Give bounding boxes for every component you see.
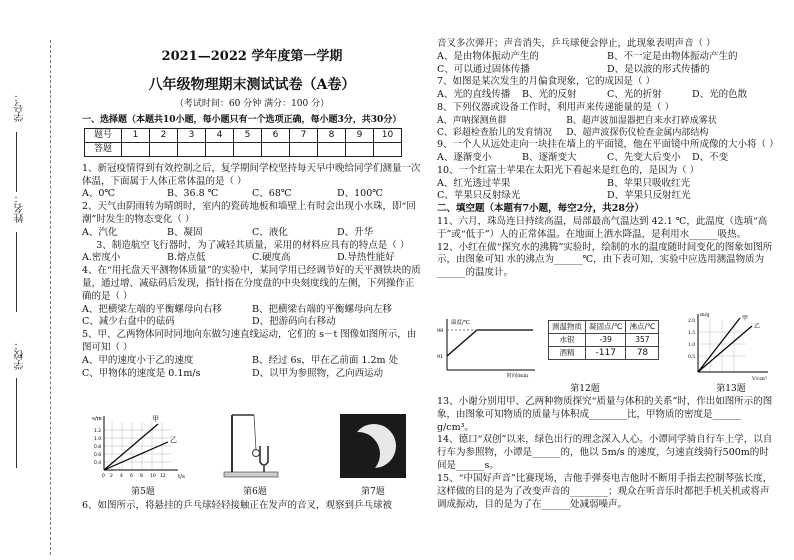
question-6: 6、如图所示，将悬挂的乒乓球轻轻接触正在发声的音叉，观察到乒乓球被 <box>82 500 393 511</box>
y-tick: 0.5 <box>688 355 696 360</box>
figure-6-tuning-fork <box>222 410 282 482</box>
series-line-yi <box>698 326 752 372</box>
label-jia: 甲 <box>742 315 749 322</box>
option: D、升华 <box>337 226 374 238</box>
option: C、苹果只反射绿光 <box>437 190 521 202</box>
option: C、68℃ <box>252 188 292 200</box>
question-6-continued: 音叉多次弹开；声音消失，乒乓球便会停止，此现象表明声音（ ） <box>437 38 716 49</box>
y-tick: 2.0 <box>688 319 696 324</box>
table-cell: 78 <box>626 347 659 360</box>
option: C、液化 <box>252 226 288 238</box>
answer-cell[interactable] <box>290 142 318 156</box>
table-row <box>549 334 659 347</box>
y-tick-91: 91 <box>437 354 444 360</box>
x-tick: 12 <box>160 474 166 479</box>
option: B、苹果只吸收红光 <box>607 177 690 189</box>
option: C、先变大后变小 <box>607 151 681 163</box>
answer-cell[interactable] <box>234 142 262 156</box>
x-axis-label: V/cm³ <box>752 376 767 382</box>
option: A、逐渐变小 <box>437 151 492 163</box>
score-table <box>84 128 402 157</box>
table-cell: -117 <box>586 347 626 360</box>
y-tick: 0.6 <box>94 453 102 458</box>
table-header-cell: 凝固点/℃ <box>586 321 626 334</box>
exam-meta: （考试时间：60 分钟 满分：100 分） <box>174 99 330 110</box>
option: B、超声波加湿器把自来水打碎成雾状 <box>566 115 717 126</box>
question-10-options <box>437 178 777 204</box>
option: D、把游码向右移动 <box>252 316 336 328</box>
binding-strip <box>0 0 46 560</box>
option: C、光的折射 <box>607 89 662 101</box>
y-tick: 1.5 <box>688 331 696 336</box>
option: D、100℃ <box>337 188 383 200</box>
table-cell: 酒精 <box>549 347 586 360</box>
score-table-label: 题号 <box>85 128 122 142</box>
answer-cell[interactable] <box>346 142 374 156</box>
right-column <box>437 38 777 280</box>
question-7: 7、如图是某次发生的月偏食现象，它的成因是（ ） <box>437 76 656 88</box>
y-axis-label: s/m <box>92 416 102 422</box>
option: A、0℃ <box>82 188 116 200</box>
answer-cell[interactable] <box>374 142 402 156</box>
base <box>224 472 278 477</box>
string <box>254 415 256 450</box>
question-12: 12、小红在做“探究水的沸腾”实验时，绘制的水的温度随时间变化的图象如图所示，由图象可知 水的沸点为______℃，由下表可知，实验中应选用测温物质为______的温度计。 <box>437 241 773 279</box>
school-line <box>16 378 17 468</box>
question-number-cell: 3 <box>178 128 206 142</box>
question-number-cell: 5 <box>234 128 262 142</box>
y-tick: 1.0 <box>688 343 696 348</box>
figure-5-st-graph <box>92 412 192 480</box>
x-tick: 2 <box>110 474 113 479</box>
y-tick: 0.8 <box>94 445 102 450</box>
figure-12-temperature-graph <box>437 316 539 378</box>
x-tick: 8 <box>140 474 143 479</box>
table-header-cell: 沸点/℃ <box>626 321 659 334</box>
y-axis-label: m/g <box>700 312 710 318</box>
figure-5-caption: 第5题 <box>131 487 155 497</box>
figure-13-caption: 第13题 <box>716 384 746 394</box>
question-7-options <box>437 89 777 102</box>
right-column-lower <box>437 396 777 511</box>
option: A、汽化 <box>82 226 118 238</box>
question-4: 4、在“用托盘天平测物体质量”的实验中，某同学用已经调节好的天平测铁块的质量，通过增、减砝码后发现，指针指在分度盘的中央刻度线的左侧，下列操作正确的是（ ） <box>82 265 421 302</box>
question-number-cell: 8 <box>318 128 346 142</box>
tuning-fork <box>260 446 268 465</box>
label-yi: 乙 <box>170 436 177 444</box>
ping-pong-ball <box>253 450 260 457</box>
question-3: 3、制造航空飞行器时，为了减轻其质量，采用的材料应具有的特点是（ ） <box>96 239 410 251</box>
question-1: 1、新冠疫情得到有效控制之后，复学期间学校坚持每天早中晚给同学们测量一次体温，下面属于人体正常体温的是（ ） <box>82 162 421 187</box>
question-11: 11、六月，珠岛连日持续高温，局部最高气温达到 42.1 ℃，此温度（选填“高于”或“低于”）人的正常体温。在地面上洒水降温，是利用水______吸热。 <box>437 216 768 240</box>
table-row <box>549 347 659 360</box>
option: D、是以波的形式传播的 <box>607 63 710 75</box>
x-axis-label: 时间/min <box>507 373 529 378</box>
label-jia: 甲 <box>152 415 159 423</box>
question-1-options <box>82 188 422 201</box>
option: C、减少右盘中的砝码 <box>82 316 175 328</box>
question-4-options <box>82 304 422 330</box>
table-header-row <box>549 321 659 334</box>
student-number-line <box>16 132 17 192</box>
answer-cell[interactable] <box>206 142 234 156</box>
question-number-cell: 1 <box>122 128 150 142</box>
y-tick: 1.0 <box>94 437 102 442</box>
x-tick: 10 <box>150 474 156 479</box>
option: C、甲物体的速度是 0.1m/s <box>82 367 201 379</box>
option: A、把横梁左端的平衡螺母向右移 <box>82 303 222 315</box>
label-yi: 乙 <box>754 323 761 330</box>
x-tick: 4 <box>120 474 123 479</box>
table-cell: 357 <box>626 334 659 347</box>
x-tick: 0 <box>102 474 105 479</box>
question-2: 2、天气由阴雨转为晴朗时，室内的瓷砖地板和墙壁上有时会出现小水珠，即“回潮”时发生的物态变化（ ） <box>82 201 416 225</box>
option: D、不变 <box>692 151 729 163</box>
question-5: 5、甲、乙两物体同时同地向东做匀速直线运动，它们的 s－t 图像如图所示，由图可知（ ） <box>82 329 417 354</box>
question-number-cell: 2 <box>150 128 178 142</box>
y-tick: 1.2 <box>94 429 102 434</box>
option: A、声呐探测鱼群 <box>437 115 507 126</box>
question-5-options <box>82 355 422 381</box>
student-name-line <box>16 232 17 312</box>
question-number-cell: 6 <box>262 128 290 142</box>
exam-title: 八年级物理期末测试试卷（A卷） <box>148 76 356 93</box>
question-15: 15、“中国好声音”比赛现场，吉他手弹奏电吉他时不断用手指去控制琴弦长度，这样做的目的是为了改变声音的________；观众在听音乐时都把手机关机或将声调成振动，目的是为了在______处减弱噪声。 <box>437 472 773 510</box>
option: C、可以通过固体传播 <box>437 63 530 75</box>
question-9: 9、一个人从远处走向一块挂在墙上的平面镜，他在平面镜中所成像的大小将（ ） <box>437 139 779 151</box>
option: B、把横梁右端的平衡螺母向左移 <box>252 303 392 315</box>
section-1-heading: 一、选择题（本题共10小题，每小题只有一个选项正确，每小题3分，共30分） <box>82 114 402 125</box>
answer-cell[interactable] <box>122 142 150 156</box>
question-number-cell: 10 <box>374 128 402 142</box>
x-axis-label: t/s <box>178 474 185 480</box>
table-header-cell: 测温物质 <box>549 321 586 334</box>
left-column <box>82 0 422 381</box>
figure-12-caption: 第12题 <box>570 384 600 394</box>
answer-cell[interactable] <box>178 142 206 156</box>
table-cell: -39 <box>586 334 626 347</box>
figure-12-data-table <box>548 320 659 360</box>
answer-cell[interactable] <box>262 142 290 156</box>
figure-7-caption: 第7题 <box>361 487 385 497</box>
option: B、逐渐变大 <box>522 151 577 163</box>
section-2-heading: 二、填空题（本题有7小题，每空2分，共28分） <box>437 203 644 215</box>
table-cell: 水银 <box>549 334 586 347</box>
series-line-jia <box>698 318 740 372</box>
option: D、以甲为参照物，乙向西运动 <box>252 367 384 379</box>
question-13: 13、小谢分别用甲、乙两种物质探究“质量与体积的关系”时，作出如图所示的图象，由图象可知物质的质量与体积成________比，甲物质的密度是______ g/cm³。 <box>437 396 773 433</box>
option: C、彩超检查胎儿的发育情况 <box>437 128 552 139</box>
question-8: 8、下列仪器或设备工作时，利用声来传递能量的是（ ） <box>437 102 675 114</box>
option: A、光的直线传播 <box>437 89 511 101</box>
option: B、不一定是由物体振动产生的 <box>607 50 738 62</box>
y-axis-label: 温度/℃ <box>451 320 471 326</box>
question-number-cell: 9 <box>346 128 374 142</box>
question-3-options <box>82 252 422 265</box>
x-tick: 6 <box>130 474 133 479</box>
score-table-header-row <box>85 128 402 142</box>
option: C.硬度高 <box>252 252 291 264</box>
y-tick-98: 98 <box>437 328 444 334</box>
option: A、红光透过苹果 <box>437 177 511 189</box>
option: A、甲的速度小于乙的速度 <box>82 354 194 366</box>
y-tick: 0.4 <box>94 461 102 466</box>
score-table-answer-row <box>85 142 402 156</box>
student-name-label: 姓名： <box>15 193 26 223</box>
figure-13-mass-volume-graph <box>688 310 778 382</box>
answer-cell[interactable] <box>150 142 178 156</box>
question-2-options <box>82 227 422 240</box>
question-8-options <box>437 115 777 139</box>
question-number-cell: 4 <box>206 128 234 142</box>
question-9-options <box>437 152 777 165</box>
question-6-options <box>437 51 777 77</box>
option: A、是由物体振动产生的 <box>437 50 539 62</box>
score-table-answer-label: 答题 <box>85 142 122 156</box>
option: B、36.8 ℃ <box>167 188 219 200</box>
option: D.导热性能好 <box>337 252 395 264</box>
figure-7-lunar-eclipse <box>340 414 406 478</box>
figure-6-caption: 第6题 <box>243 487 267 497</box>
question-14: 14、德口“双创”以来，绿色出行的理念深入人心。小谭同学骑自行车上学，以自行车为参照物，小谭是______的，他以 5m/s 的速度，匀速直线骑行500m的时间是______s。 <box>437 434 773 472</box>
exam-term-title: 2021—2022 学年度第一学期 <box>161 49 343 64</box>
option: D、苹果只反射红光 <box>607 190 691 202</box>
option: B、光的反射 <box>522 89 577 101</box>
student-number-label: 学号： <box>15 92 26 122</box>
option: A.密度小 <box>82 252 121 264</box>
option: B、凝固 <box>167 226 203 238</box>
temperature-curve <box>447 330 533 356</box>
school-label: 学校： <box>15 340 26 370</box>
option: B、经过 6s，甲在乙前面 1.2m 处 <box>252 354 399 366</box>
option: B.熔点低 <box>167 252 206 264</box>
question-10: 10、一个红富士苹果在太阳光下看起来是红色的，是因为（ ） <box>437 164 700 176</box>
option: D、超声波探伤仪检查金属内部结构 <box>566 128 709 139</box>
option: D、光的色散 <box>692 89 748 101</box>
binding-dashed-line <box>50 40 51 555</box>
question-number-cell: 7 <box>290 128 318 142</box>
answer-cell[interactable] <box>318 142 346 156</box>
